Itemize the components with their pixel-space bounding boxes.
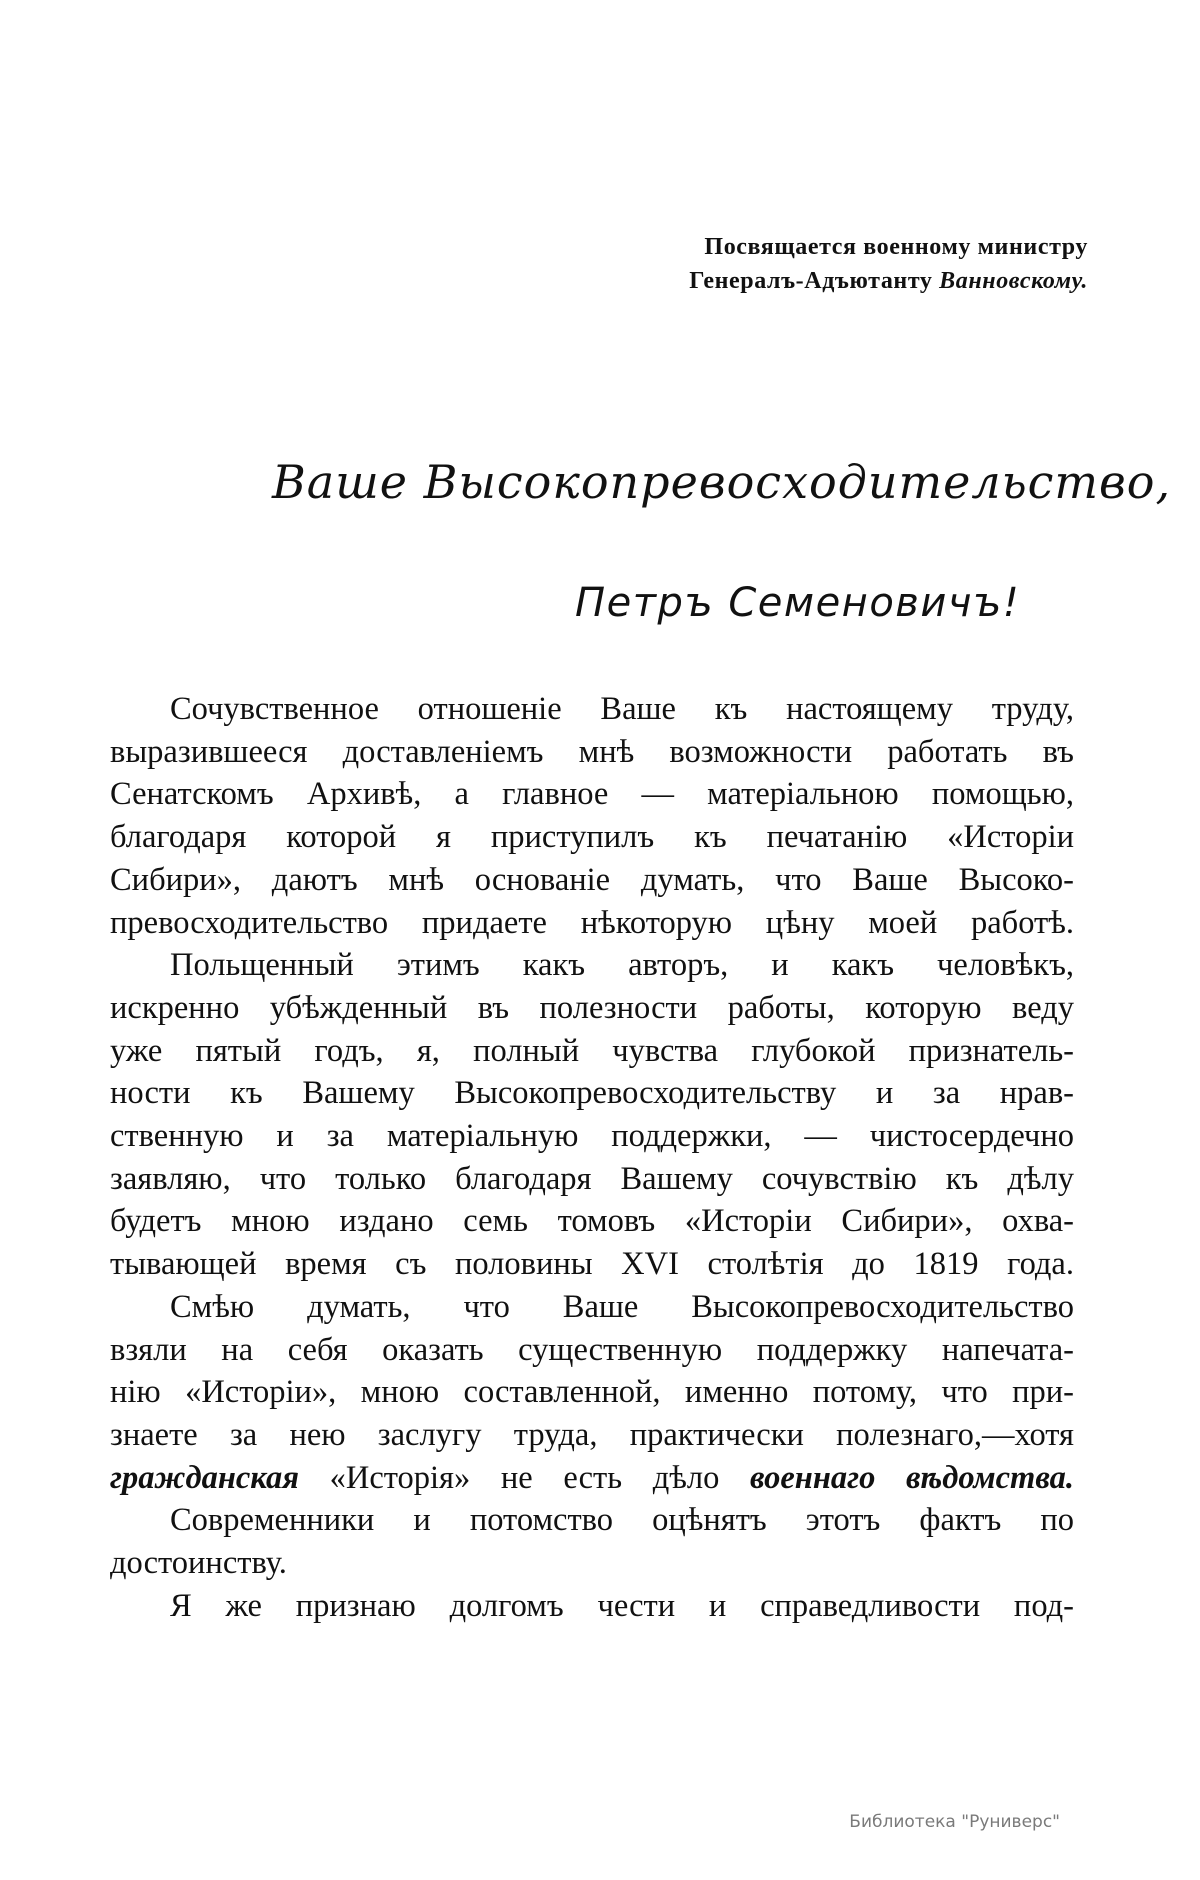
dedication-name: Ванновскому.: [939, 268, 1088, 294]
letter-body: [110, 688, 1074, 1627]
text-line: Сибири», даютъ мнѣ основаніе думать, что Ваше Высоко-: [110, 861, 1074, 898]
dedication-line-2: [689, 264, 1088, 298]
paragraph-5: [110, 1585, 1074, 1628]
text-line: благодаря которой я приступилъ къ печатанію «Исторіи: [110, 819, 1074, 856]
dedication: [689, 230, 1088, 298]
text-line: ственную и за матеріальную поддержки, — чистосердечно: [110, 1118, 1074, 1155]
paragraph-4: [110, 1499, 1074, 1584]
text-line: Сенатскомъ Архивѣ, а главное — матеріальною помощью,: [110, 776, 1074, 813]
text-line: Я же признаю долгомъ чести и справедливости под-: [170, 1587, 1074, 1624]
text-segment: «Исторія» не есть дѣло: [298, 1459, 751, 1496]
text-line: уже пятый годъ, я, полный чувства глубокой признатель-: [110, 1032, 1074, 1069]
text-line: заявляю, что только благодаря Вашему сочувствію къ дѣлу: [110, 1160, 1074, 1197]
address-name: Петръ Семеновичъ!: [575, 580, 1021, 626]
text-line: превосходительство придаете нѣкоторую цѣну моей работѣ.: [110, 904, 1074, 941]
salutation: Ваше Высокопревосходительство,: [272, 455, 1172, 509]
text-line: нію «Исторіи», мною составленной, именно потому, что при-: [110, 1374, 1074, 1411]
paragraph-3: [110, 1286, 1074, 1500]
dedication-title: Генералъ-Адъютанту: [689, 268, 933, 294]
text-line: выразившееся доставленіемъ мнѣ возможности работать въ: [110, 733, 1074, 770]
library-watermark: Библиотека "Руниверс": [849, 1812, 1060, 1832]
italic-phrase: военнаго вѣдомства.: [750, 1459, 1074, 1496]
text-line: Смѣю думать, что Ваше Высокопревосходительство: [170, 1288, 1074, 1325]
paragraph-2: [110, 944, 1074, 1286]
paragraph-1: [110, 688, 1074, 944]
text-line: [110, 1457, 1074, 1500]
text-line: будетъ мною издано семь томовъ «Исторіи Сибири», охва-: [110, 1203, 1074, 1240]
text-line: тывающей время съ половины XVI столѣтія до 1819 года.: [110, 1246, 1074, 1283]
text-line: Современники и потомство оцѣнятъ этотъ фактъ по: [170, 1502, 1074, 1539]
dedication-line-1: Посвящается военному министру: [704, 234, 1088, 260]
text-line: Польщенный этимъ какъ авторъ, и какъ человѣкъ,: [170, 947, 1074, 984]
text-line: Сочувственное отношеніе Ваше къ настоящему труду,: [170, 691, 1074, 727]
italic-phrase: гражданская: [110, 1459, 299, 1496]
text-line: знаете за нею заслугу труда, практически полезнаго,—хотя: [110, 1416, 1074, 1453]
text-line: взяли на себя оказать существенную поддержку напечата-: [110, 1331, 1074, 1368]
text-line: достоинству.: [110, 1545, 287, 1582]
text-line: ности къ Вашему Высокопревосходительству и за нрав-: [110, 1075, 1074, 1112]
text-line: искренно убѣжденный въ полезности работы, которую веду: [110, 989, 1074, 1026]
